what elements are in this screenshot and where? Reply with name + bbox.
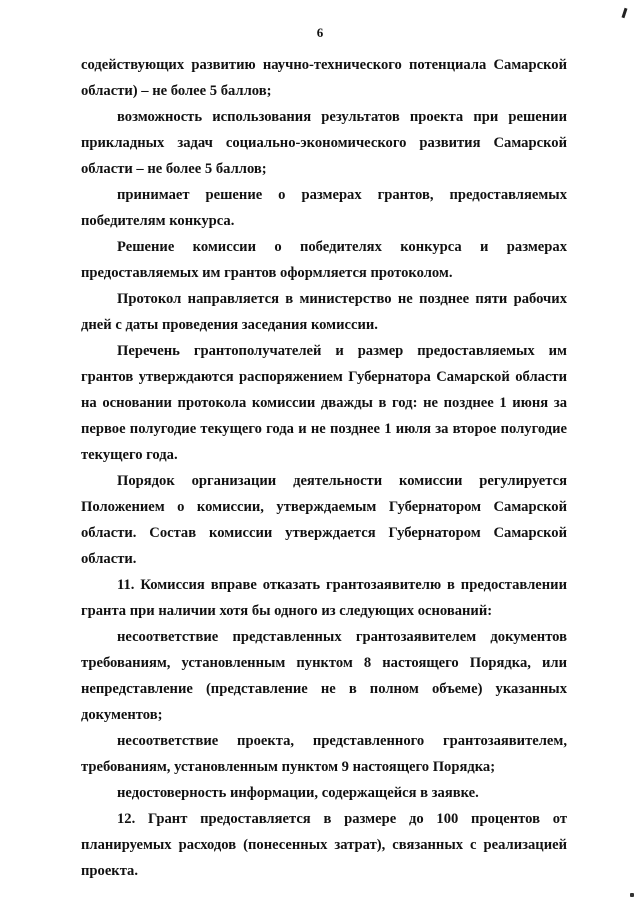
paragraph: недостоверность информации, содержащейся в заявке. <box>117 785 479 801</box>
paragraph: 11. Комиссия вправе отказать грантозаявителю в предоставлении гранта при наличии хотя бы одного из следующих оснований: <box>81 577 567 619</box>
paragraph: Протокол направляется в министерство не позднее пяти рабочих дней с даты проведения заседания комиссии. <box>81 291 567 333</box>
paragraph: содействующих развитию научно-технического потенциала Самарской области) – не более 5 баллов; <box>81 57 567 99</box>
page-number: 6 <box>316 25 324 40</box>
scan-mark <box>622 8 628 18</box>
body-text <box>81 52 567 884</box>
paragraph: принимает решение о размерах грантов, предоставляемых победителям конкурса. <box>81 187 567 229</box>
paragraph: Решение комиссии о победителях конкурса и размерах предоставляемых им грантов оформляется протоколом. <box>81 239 567 281</box>
paragraph: 12. Грант предоставляется в размере до 100 процентов от планируемых расходов (понесенных затрат), связанных с реализацией проекта. <box>81 811 567 879</box>
paragraph: Перечень грантополучателей и размер предоставляемых им грантов утверждаются распоряжением Губернатора Самарской области на основании протокола комиссии дважды в год: не позднее 1 июня за первое полугодие текущего года и не позднее 1 июля за второе полугодие текущего года. <box>81 343 567 463</box>
paragraph: несоответствие проекта, представленного грантозаявителем, требованиям, установленным пунктом 9 настоящего Порядка; <box>81 733 567 775</box>
paragraph: несоответствие представленных грантозаявителем документов требованиям, установленным пунктом 8 настоящего Порядка, или непредставление (представление не в полном объеме) указанных документов; <box>81 629 567 723</box>
paragraph: Порядок организации деятельности комиссии регулируется Положением о комиссии, утверждаемым Губернатором Самарской области. Состав комиссии утверждается Губернатором Самарской области. <box>81 473 567 567</box>
paragraph: возможность использования результатов проекта при решении прикладных задач социально-экономического развития Самарской области – не более 5 баллов; <box>81 109 567 177</box>
scan-mark <box>630 893 634 897</box>
